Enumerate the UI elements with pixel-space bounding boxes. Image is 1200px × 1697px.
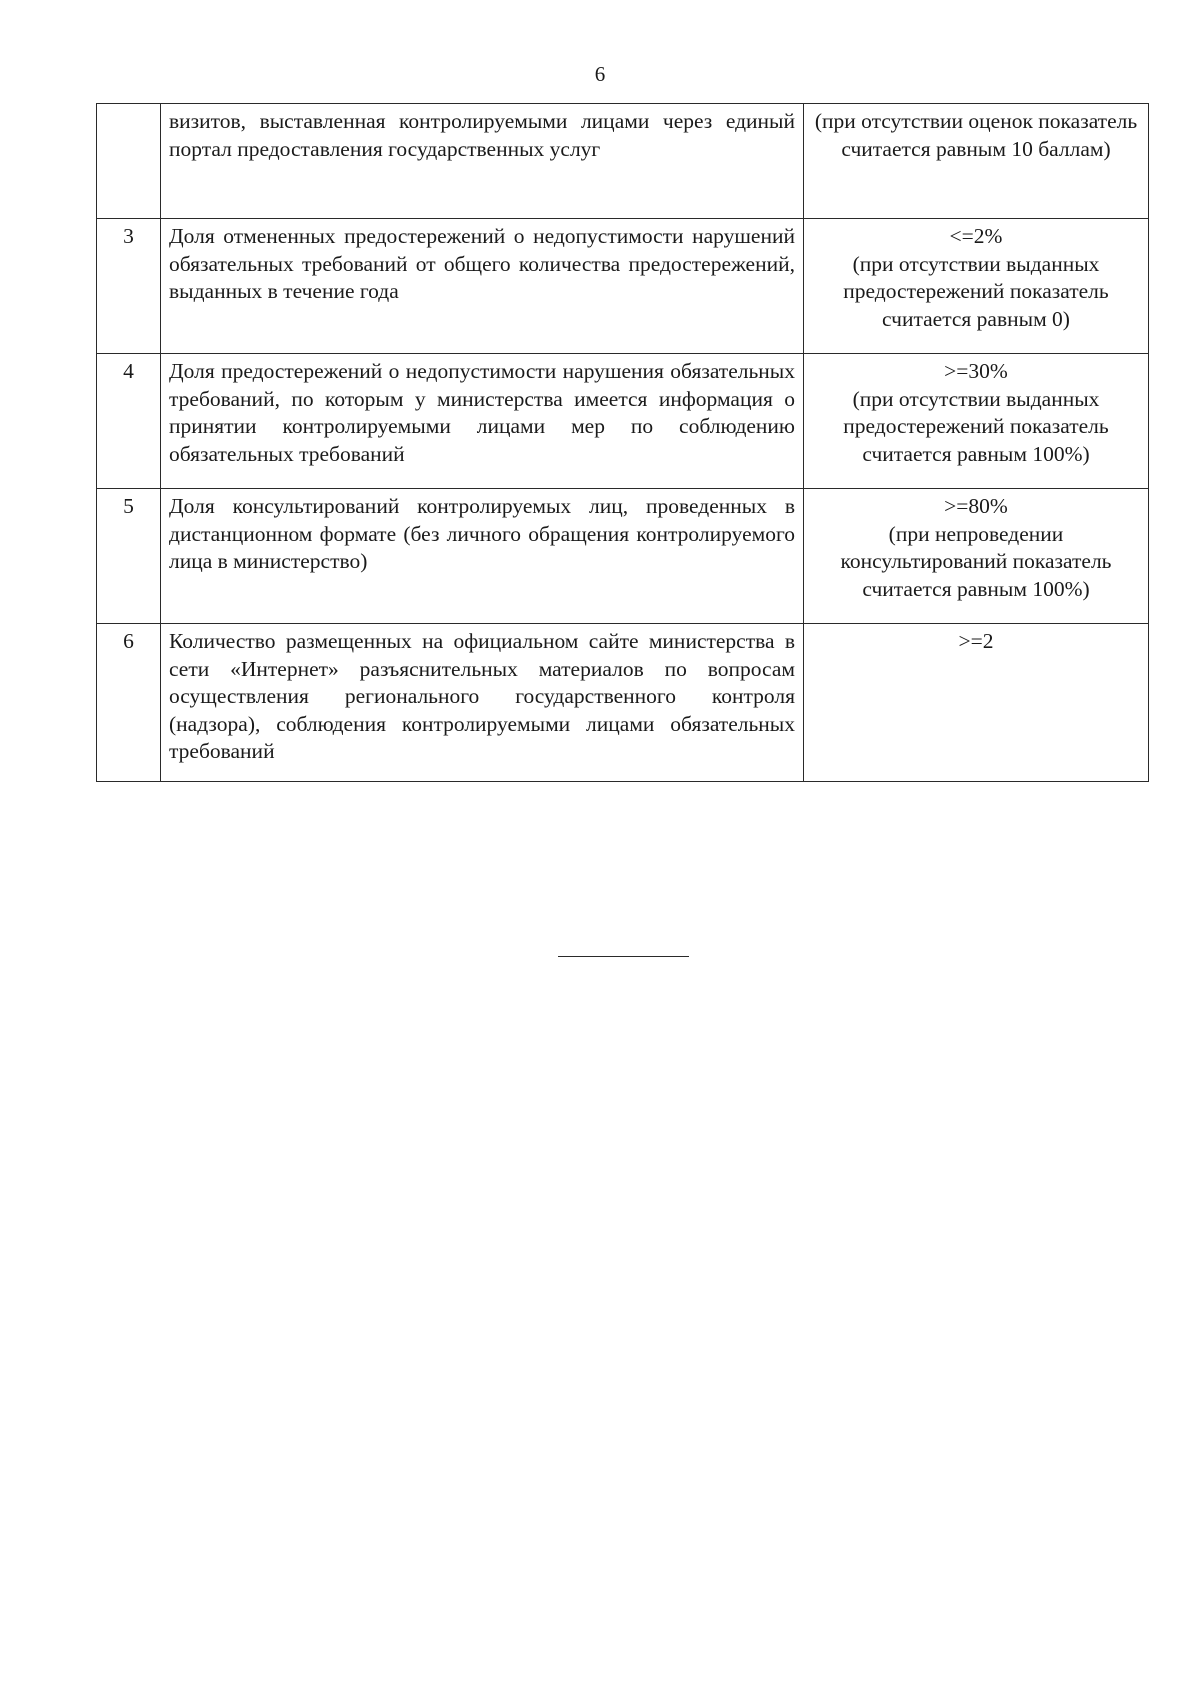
table-row	[97, 489, 1149, 624]
row-number: 4	[97, 354, 161, 489]
indicator-value	[804, 489, 1149, 624]
table-row	[97, 354, 1149, 489]
row-number: 5	[97, 489, 161, 624]
indicator-value	[804, 354, 1149, 489]
indicators-table	[96, 103, 1149, 782]
indicator-target: >=80%	[944, 494, 1008, 518]
indicator-value	[804, 219, 1149, 354]
indicator-target: <=2%	[949, 224, 1003, 248]
indicator-target: >=2	[958, 629, 994, 653]
indicator-value	[804, 104, 1149, 219]
table-row	[97, 219, 1149, 354]
indicator-name: Доля отмененных предостережений о недопустимости нарушений обязательных требований от общего количества предостережений, выданных в течение года	[161, 219, 804, 354]
indicator-note: (при отсутствии оценок показатель считается равным 10 баллам)	[814, 109, 1138, 161]
indicator-name: визитов, выставленная контролируемыми лицами через единый портал предоставления государственных услуг	[161, 104, 804, 219]
indicator-target: >=30%	[944, 359, 1008, 383]
table-row	[97, 104, 1149, 219]
indicator-name: Доля консультирований контролируемых лиц, проведенных в дистанционном формате (без личного обращения контролируемого лица в министерство)	[161, 489, 804, 624]
end-of-document-rule	[558, 956, 689, 957]
page-number: 6	[594, 62, 606, 86]
indicator-name: Количество размещенных на официальном сайте министерства в сети «Интернет» разъяснительных материалов по вопросам осуществления регионального государственного контроля (надзора), соблюдения контролируемыми лицами обязательных требований	[161, 624, 804, 782]
row-number: 3	[97, 219, 161, 354]
indicator-name: Доля предостережений о недопустимости нарушения обязательных требований, по которым у министерства имеется информация о принятии контролируемыми лицами мер по соблюдению обязательных требований	[161, 354, 804, 489]
indicator-note: (при непроведении консультирований показатель считается равным 100%)	[840, 521, 1112, 601]
table-row	[97, 624, 1149, 782]
indicator-note: (при отсутствии выданных предостережений показатель считается равным 100%)	[843, 386, 1109, 466]
row-number: 6	[97, 624, 161, 782]
indicator-value	[804, 624, 1149, 782]
row-number	[97, 104, 161, 219]
indicator-note: (при отсутствии выданных предостережений показатель считается равным 0)	[843, 251, 1109, 331]
